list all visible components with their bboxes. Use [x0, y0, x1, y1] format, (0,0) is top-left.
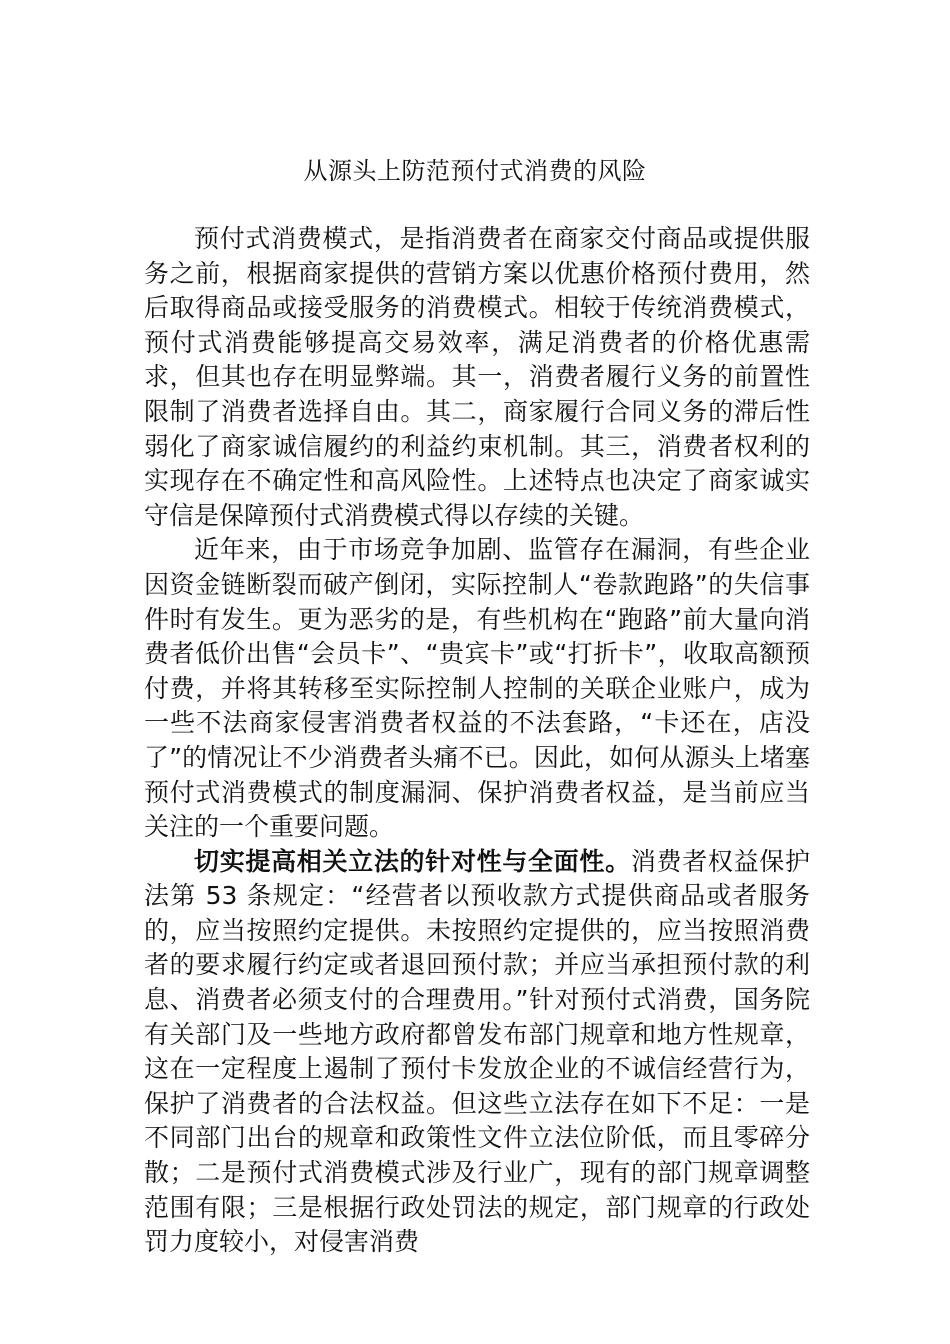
paragraph-1-text: 预付式消费模式，是指消费者在商家交付商品或提供服务之前，根据商家提供的营销方案以优惠价格预付费用，然后取得商品或接受服务的消费模式。相较于传统消费模式，预付式消费能够提高交易效率，满足消费者的价格优惠需求，但其也存在明显弊端。其一，消费者履行义务的前置性限制了消费者选择自由。其二，商家履行合同义务的滞后性弱化了商家诚信履约的利益约束机制。其三，消费者权利的实现存在不确定性和高风险性。上述特点也决定了商家诚实守信是保障预付式消费模式得以存续的关键。 — [144, 224, 810, 530]
paragraph-3-text: 消费者权益保护法第 53 条规定：“经营者以预收款方式提供商品或者服务的，应当按照约定提供。未按照约定提供的，应当按照消费者的要求履行约定或者退回预付款；并应当承担预付款的利息、消费者必须支付的合理费用。”针对预付式消费，国务院有关部门及一些地方政府都曾发布部门规章和地方性规章，这在一定程度上遏制了预付卡发放企业的不诚信经营行为，保护了消费者的合法权益。但这些立法存在如下不足：一是不同部门出台的规章和政策性文件立法位阶低，而且零碎分散；二是预付式消费模式涉及行业广，现有的部门规章调整范围有限；三是根据行政处罚法的规定，部门规章的行政处罚力度较小，对侵害消费 — [144, 846, 810, 1257]
document-title: 从源头上防范预付式消费的风险 — [303, 157, 647, 185]
paragraph-2-text: 近年来，由于市场竞争加剧、监管存在漏洞，有些企业因资金链断裂而破产倒闭，实际控制人“卷款跑路”的失信事件时有发生。更为恶劣的是，有些机构在“跑路”前大量向消费者低价出售“会员卡”、“贵宾卡”或“打折卡”，收取高额预付费，并将其转移至实际控制人控制的关联企业账户，成为一些不法商家侵害消费者权益的不法套路，“卡还在，店没了”的情况让不少消费者头痛不已。因此，如何从源头上堵塞预付式消费模式的制度漏洞、保护消费者权益，是当前应当关注的一个重要问题。 — [144, 535, 810, 842]
document-body — [144, 222, 810, 1260]
paragraph-1 — [144, 222, 810, 533]
paragraph-3-lead-sentence: 切实提高相关立法的针对性与全面性。 — [194, 846, 631, 876]
paragraph-2 — [144, 533, 810, 844]
paragraph-3 — [144, 845, 810, 1260]
